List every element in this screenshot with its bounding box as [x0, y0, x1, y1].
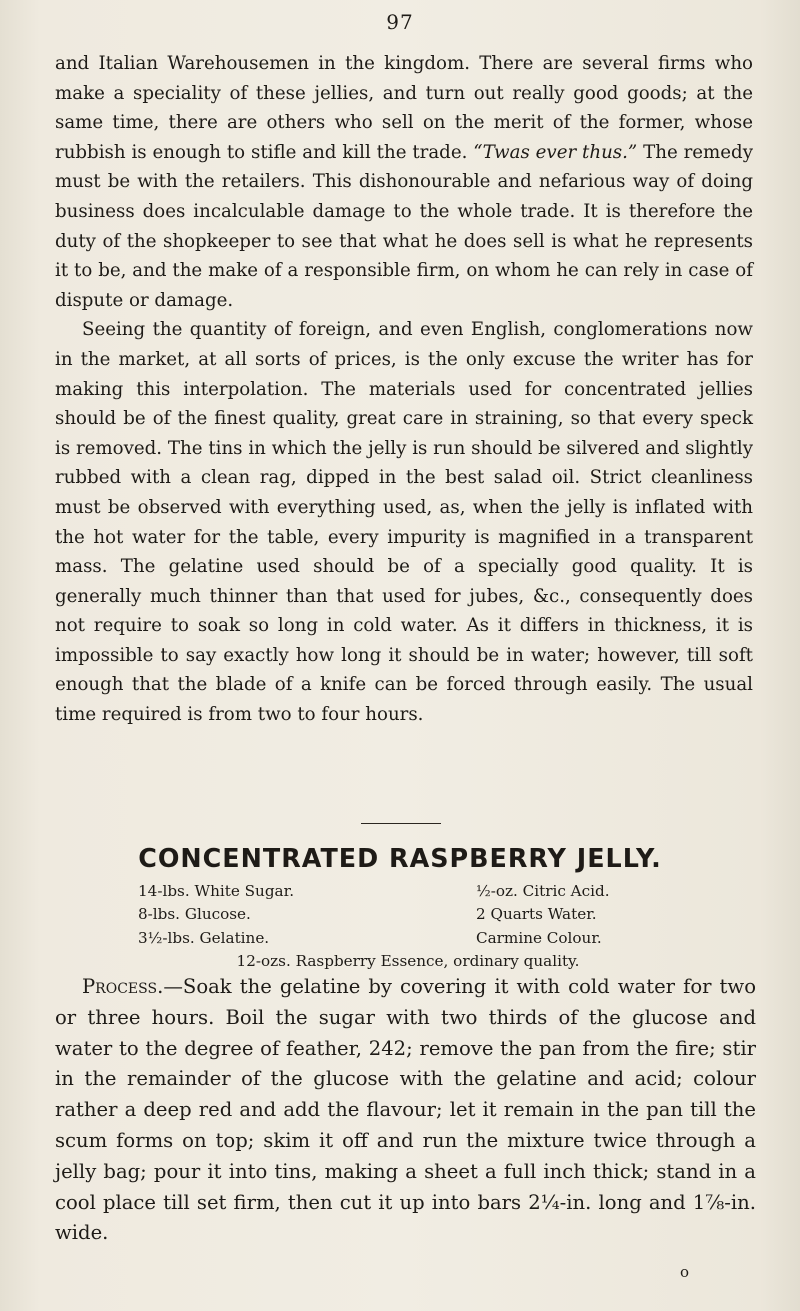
paragraph-1-quote: “Twas ever thus.”: [473, 141, 638, 163]
ingredient-full-row: 12-ozs. Raspberry Essence, ordinary quality.: [236, 952, 580, 971]
process-label: Process.: [82, 975, 164, 998]
ingredient-right: 2 Quarts Water.: [476, 905, 597, 924]
ingredient-row: [0, 927, 800, 950]
intro-text: [55, 49, 753, 730]
page-number: 97: [386, 10, 414, 34]
ingredient-row: [0, 880, 800, 903]
ingredient-left: 8-lbs. Glucose.: [138, 905, 251, 924]
paragraph-1-text: and Italian Warehousemen in the kingdom. There are several firms who make a speciality of these jellies, and turn out really good goods; at the same time, there are others who sell on the merit of the former, whose rubbish is enough to stifle and kill the trade.: [55, 53, 753, 163]
process-body: —Soak the gelatine by covering it with cold water for two or three hours. Boil the sugar with two thirds of the glucose and water to the degree of feather, 242; remove the pan from the fire; stir in the remainder of the glucose with the gelatine and acid; colour rather a deep red and add the flavour; let it remain in the pan till the scum forms on top; skim it off and run the mixture twice through a jelly bag; pour it into tins, making a sheet a full inch thick; stand in a cool place till set firm, then cut it up into bars 2¼-in. long and 1⅞-in. wide.: [55, 975, 756, 1245]
ingredient-row: [0, 903, 800, 926]
process-text: [55, 972, 756, 1249]
signature-mark: o: [680, 1263, 690, 1281]
ingredient-right: ½-oz. Citric Acid.: [476, 882, 610, 900]
recipe-title: CONCENTRATED RASPBERRY JELLY.: [138, 843, 662, 873]
process-paragraph: [55, 972, 756, 1249]
ingredient-left: 3½-lbs. Gelatine.: [138, 928, 270, 947]
paragraph-1: [55, 49, 753, 315]
paragraph-1-end: The remedy must be with the retailers. This dishonourable and nefarious way of doing business does incalculable damage to the whole trade. It is therefore the duty of the shopkeeper to see that what he does sell is what he represents it to be, and the make of a responsible firm, on whom he can rely in case of dispute or damage.: [55, 141, 753, 311]
ingredient-left: 14-lbs. White Sugar.: [138, 882, 295, 900]
ingredients-list: [0, 880, 800, 974]
section-divider: [361, 823, 441, 824]
ingredient-right: Carmine Colour.: [476, 928, 602, 947]
paragraph-2: Seeing the quantity of foreign, and even English, conglomerations now in the market, at all sorts of prices, is the only excuse the writer has for making this interpolation. The materials used for concentrated jellies should be of the finest quality, great care in straining, so that every speck is removed. The tins in which the jelly is run should be silvered and slightly rubbed with a clean rag, dipped in the best salad oil. Strict cleanliness must be observed with everything used, as, when the jelly is inflated with the hot water for the table, every impurity is magnified in a transparent mass. The gelatine used should be of a specially good quality. It is generally much thinner than that used for jubes, &c., consequently does not require to soak so long in cold water. As it differs in thickness, it is impossible to say exactly how long it should be in water; however, till soft enough that the blade of a knife can be forced through easily. The usual time required is from two to four hours.: [55, 319, 753, 726]
